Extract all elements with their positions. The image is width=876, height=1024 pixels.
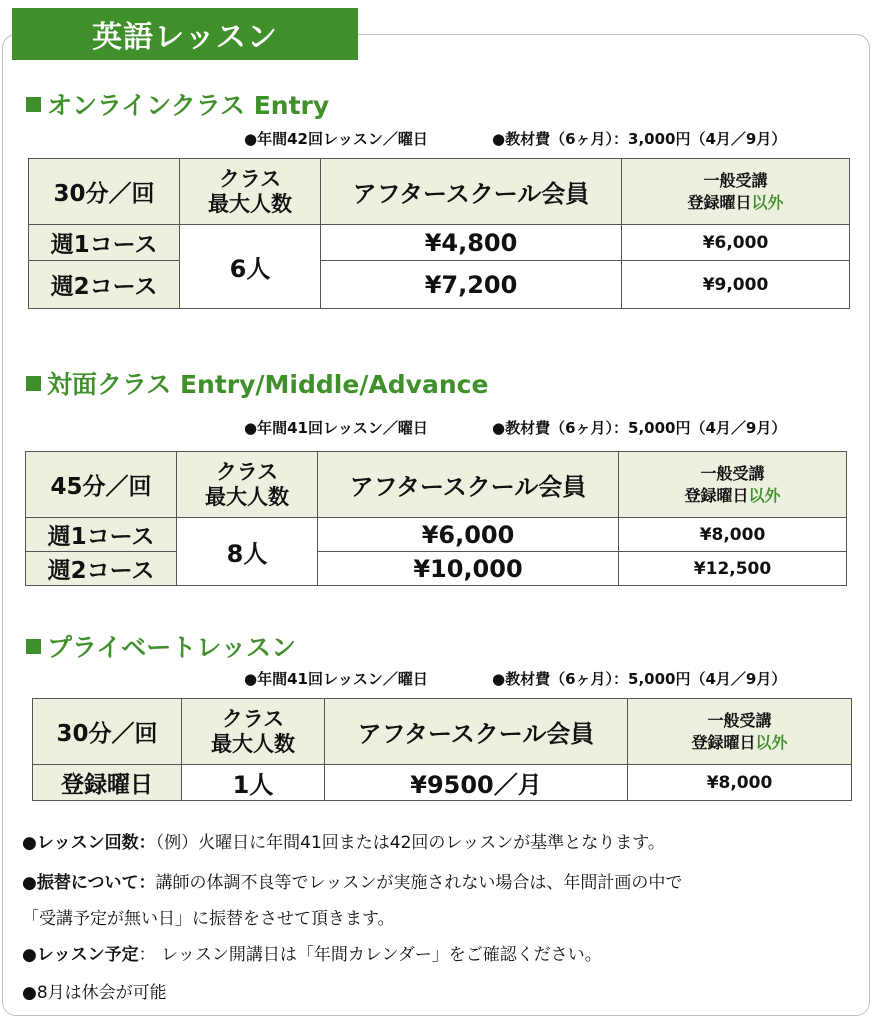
section-title-online: オンラインクラス Entry (26, 86, 329, 122)
member-price: ¥6,000 (318, 518, 619, 552)
square-bullet-icon (26, 97, 41, 112)
duration-header: 45分／回 (26, 452, 177, 518)
max-students: 8人 (177, 518, 318, 586)
duration-header: 30分／回 (29, 159, 180, 225)
lessons-note: ●年間41回レッスン／曜日 (244, 670, 428, 688)
general-price: ¥9,000 (622, 261, 850, 309)
general-header: 一般受講 登録曜日以外 (622, 159, 850, 225)
price-table-private (32, 698, 852, 801)
materials-note: ●教材費（6ヶ月）：5,000円（4月／9月） (492, 419, 787, 437)
max-students: 1人 (182, 765, 325, 801)
section-title-in-person: 対面クラス Entry/Middle/Advance (26, 365, 488, 401)
member-price: ¥4,800 (321, 225, 622, 261)
member-price: ¥9500／月 (325, 765, 628, 801)
class-max-header: クラス 最大人数 (180, 159, 321, 225)
general-price: ¥12,500 (619, 552, 847, 586)
materials-note: ●教材費（6ヶ月）：5,000円（4月／9月） (492, 670, 787, 688)
course-label: 週2コース (26, 552, 177, 586)
footnote-lesson-count: ●レッスン回数：（例）火曜日に年間41回または42回のレッスンが基準となります。 (22, 833, 665, 853)
lessons-note: ●年間42回レッスン／曜日 (244, 130, 428, 148)
course-label: 週1コース (26, 518, 177, 552)
square-bullet-icon (26, 376, 41, 391)
course-label: 登録曜日 (33, 765, 182, 801)
footnote-august: ●8月は休会が可能 (22, 983, 167, 1003)
general-header: 一般受講 登録曜日以外 (628, 699, 852, 765)
price-table-online (28, 158, 850, 309)
member-price: ¥10,000 (318, 552, 619, 586)
footnote-makeup-cont: 「受講予定が無い日」に振替をさせて頂きます。 (22, 909, 395, 929)
general-price: ¥8,000 (628, 765, 852, 801)
class-max-header: クラス 最大人数 (182, 699, 325, 765)
materials-note: ●教材費（6ヶ月）：3,000円（4月／9月） (492, 130, 787, 148)
square-bullet-icon (26, 639, 41, 654)
course-label: 週1コース (29, 225, 180, 261)
afterschool-header: アフタースクール会員 (325, 699, 628, 765)
price-table-in-person (25, 451, 847, 586)
section-title-private: プライベートレッスン (26, 628, 296, 664)
member-price: ¥7,200 (321, 261, 622, 309)
footnote-schedule: ●レッスン予定： レッスン開講日は「年間カレンダー」をご確認ください。 (22, 945, 602, 965)
duration-header: 30分／回 (33, 699, 182, 765)
lessons-note: ●年間41回レッスン／曜日 (244, 419, 428, 437)
general-price: ¥8,000 (619, 518, 847, 552)
page-title: 英語レッスン (12, 8, 358, 60)
afterschool-header: アフタースクール会員 (318, 452, 619, 518)
general-header: 一般受講 登録曜日以外 (619, 452, 847, 518)
max-students: 6人 (180, 225, 321, 309)
afterschool-header: アフタースクール会員 (321, 159, 622, 225)
class-max-header: クラス 最大人数 (177, 452, 318, 518)
general-price: ¥6,000 (622, 225, 850, 261)
footnote-makeup: ●振替について：講師の体調不良等でレッスンが実施されない場合は、年間計画の中で (22, 873, 683, 893)
course-label: 週2コース (29, 261, 180, 309)
